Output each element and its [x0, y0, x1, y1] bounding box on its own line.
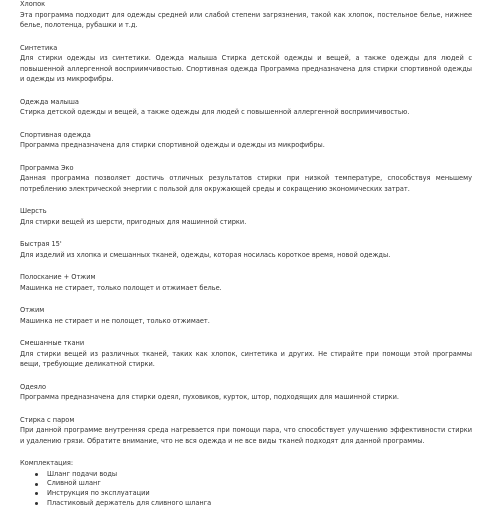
section-text: Эта программа подходит для одежды средней или слабой степени загрязнения, такой как хлопок, постельное белье, нижнее белье, полотенца, рубашки и т.д. [20, 10, 472, 29]
bullet-icon [35, 483, 38, 486]
list-item-label: Инструкция по эксплуатации [47, 488, 150, 497]
section-spin [20, 305, 472, 326]
kit-title: Комплектация: [20, 459, 74, 467]
section-title: Спортивная одежда [20, 130, 91, 139]
section-title: Быстрая 15' [20, 240, 62, 248]
section-blanket [20, 382, 472, 403]
section-title: Полоскание + Отжим [20, 273, 96, 281]
list-item-label: Пластиковый держатель для сливного шланга [47, 498, 212, 507]
list-item [35, 499, 472, 509]
section-text: Данная программа позволяет достичь отличных результатов стирки при низкой температуре, способствуя меньшему потреблению электрической энергии с пользой для окружающей среды и сокращению экономических затрат. [20, 174, 472, 193]
section-text: Машинка не стирает и не полощет, только отжимает. [20, 316, 210, 325]
section-steam-wash [20, 415, 472, 447]
section-rinse-spin [20, 272, 472, 293]
section-mixed-fabrics [20, 338, 472, 370]
section-title: Программа Эко [20, 163, 74, 172]
section-quick-15 [20, 239, 472, 260]
section-text: Для стирки вещей из различных тканей, таких как хлопок, синтетика и других. Не стирайте при помощи этой программы вещи, требующие деликатной стирки. [20, 349, 472, 368]
list-item [35, 470, 472, 480]
section-cotton [20, 0, 472, 31]
list-item-label: Сливной шланг [47, 479, 101, 488]
bullet-icon [35, 473, 38, 476]
kit-list [20, 470, 472, 509]
section-title: Шерсть [20, 207, 47, 215]
section-kit [20, 458, 472, 508]
section-title: Синтетика [20, 43, 58, 52]
section-text: Программа предназначена для стирки спортивной одежды и одежды из микрофибры. [20, 141, 325, 149]
section-text: Стирка детской одежды и вещей, а также одежды для людей с повышенной аллергенной восприимчивостью. [20, 108, 410, 116]
section-text: Для изделий из хлопка и смешанных тканей, одежды, которая носилась короткое время, новой одежды. [20, 250, 391, 259]
section-title: Отжим [20, 306, 45, 314]
section-text: Программа предназначена для стирки одеял, пуховиков, курток, штор, подходящих для машинной стирки. [20, 393, 400, 401]
section-wool [20, 206, 472, 227]
section-title: Одежда малыша [20, 97, 79, 106]
section-title: Одеяло [20, 382, 47, 391]
section-baby-clothes [20, 97, 472, 118]
section-synthetics [20, 43, 472, 85]
section-text: Для стирки вещей из шерсти, пригодных для машинной стирки. [20, 217, 247, 226]
section-text: Машинка не стирает, только полощет и отжимает белье. [20, 283, 222, 292]
section-title: Смешанные ткани [20, 339, 85, 347]
bullet-icon [35, 502, 38, 505]
list-item [35, 479, 472, 489]
product-description [20, 0, 472, 520]
bullet-icon [35, 492, 38, 495]
list-item-label: Шланг подачи воды [47, 469, 118, 478]
list-item [35, 489, 472, 499]
section-text: При данной программе внутренняя среда нагревается при помощи пара, что способствует улучшению эффективности стирки и удалению грязи. Обратите внимание, что не вся одежда и не все виды тканей подходят для данной программы. [20, 426, 472, 445]
section-title: Хлопок [20, 0, 46, 8]
section-eco [20, 163, 472, 195]
section-title: Стирка с паром [20, 415, 75, 424]
section-text: Для стирки одежды из синтетики. Одежда малыша Стирка детской одежды и вещей, а также одежды для людей с повышенной аллергенной восприимчивостью. Спортивная одежда Программа предназначена для стирки спортивной одежды и одежды из микрофибры. [20, 54, 472, 83]
section-sportswear [20, 130, 472, 151]
